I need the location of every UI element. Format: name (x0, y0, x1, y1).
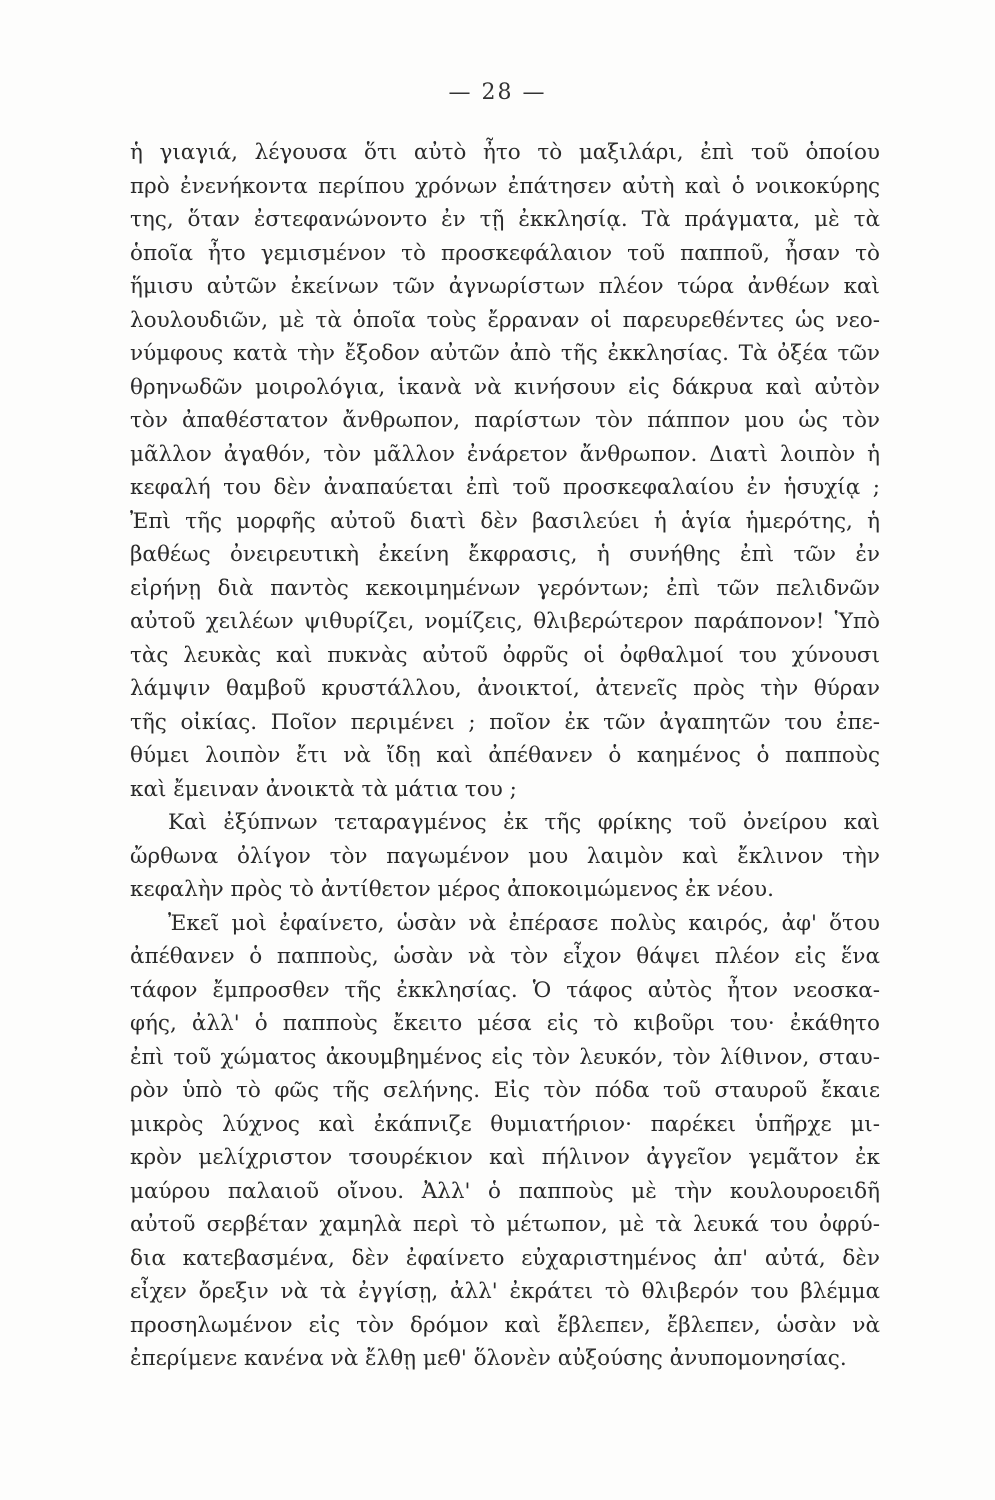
text-line: βαθέως ὀνειρευτικὴ ἐκείνη ἔκφρασις, ἡ συνήθης ἐπὶ τῶν ἐν (130, 542, 880, 567)
body-text (130, 136, 880, 1376)
text-line: της, ὅταν ἐστεφανώνοντο ἐν τῇ ἐκκλησίᾳ. Τὰ πράγματα, μὲ τὰ (130, 207, 880, 232)
text-line: μικρὸς λύχνος καὶ ἐκάπνιζε θυμιατήριον· παρέκει ὑπῆρχε μι- (130, 1111, 880, 1137)
text-line: ὁποῖα ἦτο γεμισμένον τὸ προσκεφάλαιον τοῦ παπποῦ, ἦσαν τὸ (130, 240, 880, 266)
text-line: Ἐκεῖ μοὶ ἐφαίνετο, ὡσὰν νὰ ἐπέρασε πολὺς καιρός, ἀφ' ὅτου (168, 910, 880, 936)
text-line: μαύρου παλαιοῦ οἴνου. Ἀλλ' ὁ παπποὺς μὲ τὴν κουλουροειδῆ (130, 1178, 880, 1204)
text-line: πρὸ ἐνενήκοντα περίπου χρόνων ἐπάτησεν αὐτὴ καὶ ὁ νοικοκύρης (130, 173, 880, 199)
text-line: ἡ γιαγιά, λέγουσα ὅτι αὐτὸ ἦτο τὸ μαξιλάρι, ἐπὶ τοῦ ὁποίου (130, 140, 880, 165)
text-line: κεφαλὴν πρὸς τὸ ἀντίθετον μέρος ἀποκοιμώμενος ἐκ νέου. (130, 877, 774, 902)
text-line: τάφον ἔμπροσθεν τῆς ἐκκλησίας. Ὁ τάφος αὐτὸς ἦτον νεοσκα- (130, 977, 880, 1003)
text-line: ἐπὶ τοῦ χώματος ἀκουμβημένος εἰς τὸν λευκόν, τὸν λίθινον, σταυ- (130, 1044, 880, 1070)
text-line: ὤρθωνα ὀλίγον τὸν παγωμένον μου λαιμὸν καὶ ἔκλινον τὴν (130, 843, 880, 869)
text-line: εἰρήνῃ διὰ παντὸς κεκοιμημένων γερόντων; ἐπὶ τῶν πελιδνῶν (130, 575, 880, 601)
text-line: λουλουδιῶν, μὲ τὰ ὁποῖα τοὺς ἔρραναν οἱ παρευρεθέντες ὡς νεο- (130, 307, 880, 333)
text-line: αὐτοῦ σερβέταν χαμηλὰ περὶ τὸ μέτωπον, μὲ τὰ λευκά του ὀφρύ- (130, 1212, 880, 1237)
text-line: τῆς οἰκίας. Ποῖον περιμένει ; ποῖον ἐκ τῶν ἀγαπητῶν του ἐπε- (130, 709, 880, 735)
text-line: μᾶλλον ἀγαθόν, τὸν μᾶλλον ἐνάρετον ἄνθρωπον. Διατὶ λοιπὸν ἡ (130, 441, 880, 467)
text-line: προσηλωμένον εἰς τὸν δρόμον καὶ ἔβλεπεν, ἔβλεπεν, ὡσὰν νὰ (130, 1312, 880, 1338)
text-line: θρηνωδῶν μοιρολόγια, ἱκανὰ νὰ κινήσουν εἰς δάκρυα καὶ αὐτὸν (130, 374, 880, 400)
text-line: δια κατεβασμένα, δὲν ἐφαίνετο εὐχαριστημένος ἀπ' αὐτά, δὲν (130, 1245, 880, 1271)
text-line: τὸν ἀπαθέστατον ἄνθρωπον, παρίστων τὸν πάππον μου ὡς τὸν (130, 408, 880, 433)
page-number: — 28 — (448, 80, 547, 105)
text-line: Καὶ ἐξύπνων τεταραγμένος ἐκ τῆς φρίκης τοῦ ὀνείρου καὶ (168, 810, 880, 835)
text-line: αὐτοῦ χειλέων ψιθυρίζει, νομίζεις, θλιβερώτερον παράπονον! Ὑπὸ (130, 609, 880, 634)
text-line: φής, ἀλλ' ὁ παπποὺς ἔκειτο μέσα εἰς τὸ κιβοῦρι του· ἐκάθητο (130, 1011, 880, 1036)
text-line: λάμψιν θαμβοῦ κρυστάλλου, ἀνοικτοί, ἀτενεῖς πρὸς τὴν θύραν (130, 676, 880, 701)
text-line: θύμει λοιπὸν ἔτι νὰ ἴδῃ καὶ ἀπέθανεν ὁ καημένος ὁ παπποὺς (130, 743, 880, 768)
text-line: ἐπερίμενε κανένα νὰ ἔλθῃ μεθ' ὅλονὲν αὐξούσης ἀνυπομονησίας. (130, 1346, 847, 1371)
text-line: τὰς λευκὰς καὶ πυκνὰς αὐτοῦ ὀφρῦς οἱ ὀφθαλμοί του χύνουσι (130, 642, 880, 668)
text-line: Ἐπὶ τῆς μορφῆς αὐτοῦ διατὶ δὲν βασιλεύει ἡ ἁγία ἡμερότης, ἡ (130, 508, 880, 534)
text-line: ρὸν ὑπὸ τὸ φῶς τῆς σελήνης. Εἰς τὸν πόδα τοῦ σταυροῦ ἔκαιε (130, 1078, 880, 1103)
text-line: νύμφους κατὰ τὴν ἔξοδον αὐτῶν ἀπὸ τῆς ἐκκλησίας. Τὰ ὀξέα τῶν (130, 341, 880, 366)
text-line: ἥμισυ αὐτῶν ἐκείνων τῶν ἀγνωρίστων πλέον τώρα ἀνθέων καὶ (130, 274, 880, 299)
text-line: καὶ ἔμειναν ἀνοικτὰ τὰ μάτια του ; (130, 776, 517, 802)
text-line: κρὸν μελίχριστον τσουρέκιον καὶ πήλινον ἀγγεῖον γεμᾶτον ἐκ (130, 1145, 880, 1170)
text-line: κεφαλή του δὲν ἀναπαύεται ἐπὶ τοῦ προσκεφαλαίου ἐν ἡσυχίᾳ ; (130, 475, 880, 500)
text-line: ἀπέθανεν ὁ παπποὺς, ὡσὰν νὰ τὸν εἶχον θάψει πλέον εἰς ἕνα (130, 944, 880, 969)
text-line: εἶχεν ὄρεξιν νὰ τὰ ἐγγίσῃ, ἀλλ' ἐκράτει τὸ θλιβερόν του βλέμμα (130, 1279, 880, 1304)
